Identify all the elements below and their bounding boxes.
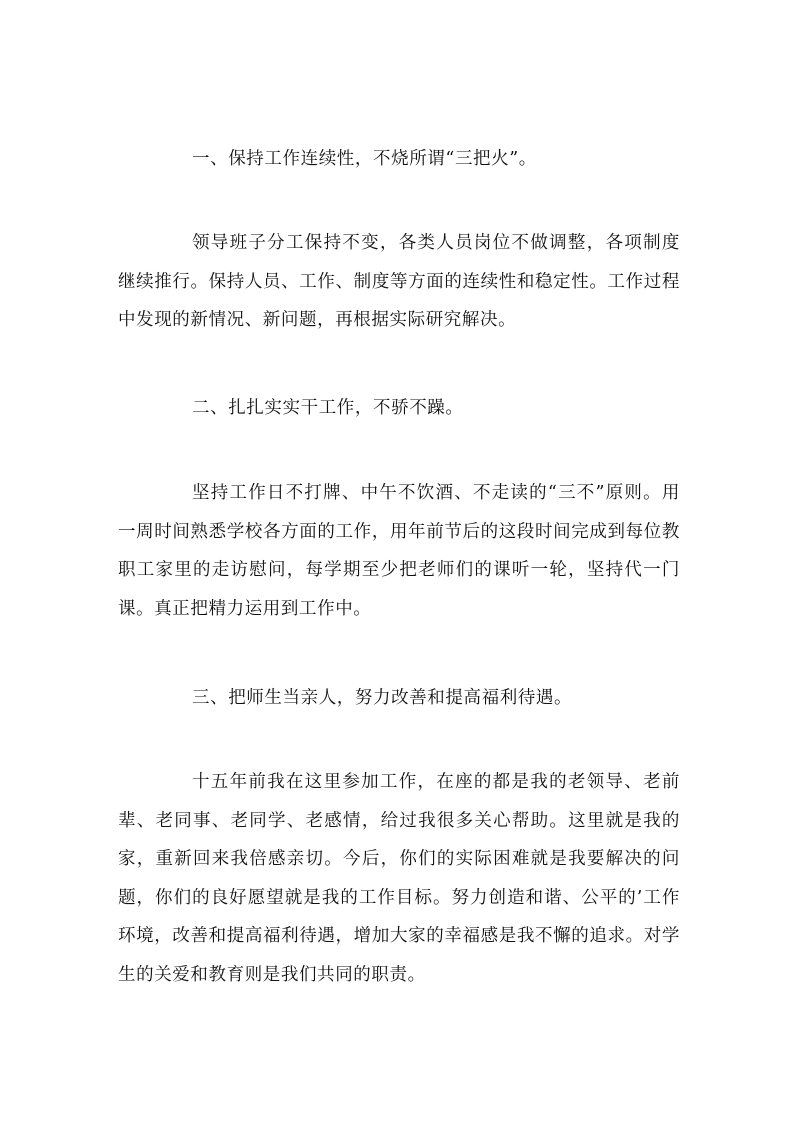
section-3-heading: 三、把师生当亲人，努力改善和提高福利待遇。 (192, 688, 573, 708)
section-2-heading: 二、扎扎实实干工作，不骄不躁。 (192, 398, 464, 418)
section-2-body: 坚持工作日不打牌、中午不饮酒、不走读的“三不”原则。用一周时间熟悉学校各方面的工作，用年前节后的这段时间完成到每位教职工家里的走访慰问，每学期至少把老师们的课听一轮，坚持代一门课。真正把精力运用到工作中。 (118, 483, 680, 619)
section-1-heading: 一、保持工作连续性，不烧所谓“三把火”。 (192, 149, 537, 169)
section-1-body: 领导班子分工保持不变，各类人员岗位不做调整，各项制度继续推行。保持人员、工作、制度等方面的连续性和稳定性。工作过程中发现的新情况、新问题，再根据实际研究解决。 (118, 233, 680, 330)
section-3-body: 十五年前我在这里参加工作，在座的都是我的老领导、老前辈、老同事、老同学、老感情，给过我很多关心帮助。这里就是我的家，重新回来我倍感亲切。今后，你们的实际困难就是我要解决的问题，你们的良好愿望就是我的工作目标。努力创造和谐、公平的’工作环境，改善和提高福利待遇，增加大家的幸福感是我不懈的追求。对学生的关爱和教育则是我们共同的职责。 (118, 772, 680, 985)
